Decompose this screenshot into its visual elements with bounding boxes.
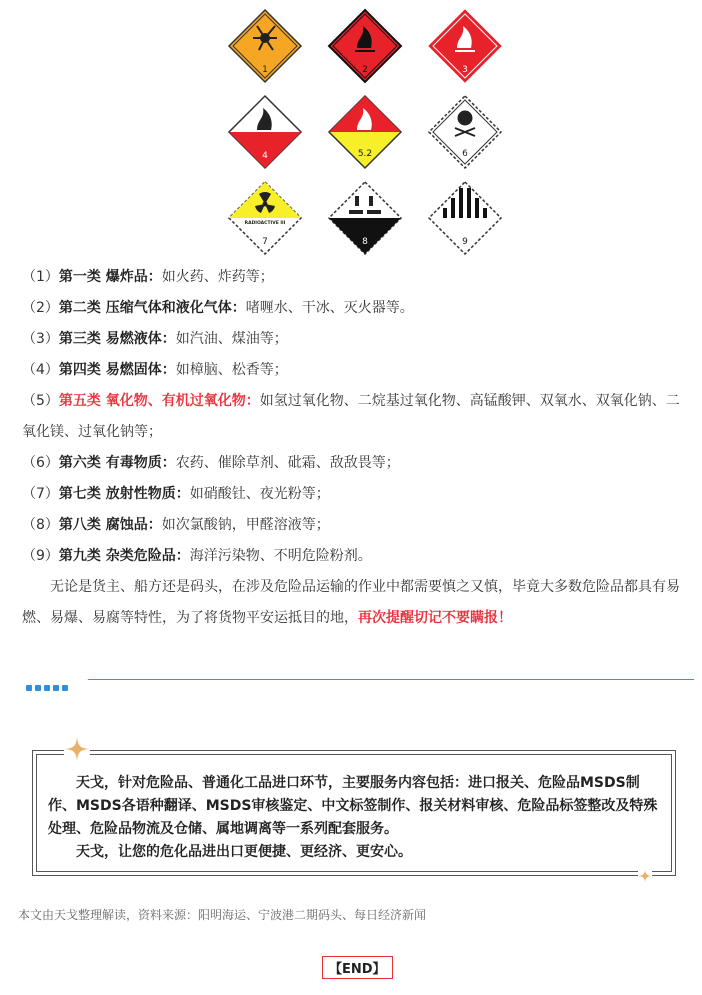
- list-item: （2）第二类 压缩气体和液化气体：啫喱水、干冰、灭火器等。: [22, 300, 414, 316]
- list-item: （9）第九类 杂类危险品：海洋污染物、不明危险粉剂。: [22, 548, 372, 564]
- svg-text:6: 6: [462, 149, 468, 159]
- section-divider: [26, 676, 694, 682]
- end-tag: 【END】: [322, 956, 393, 979]
- service-description: 天戈，针对危险品、普通化工品进口环节，主要服务内容包括：进口报关、危险品MSDS制作、MSDS各语种翻译、MSDS审核鉴定、中文标签制作、报关材料审核、危险品标签整改及特殊处理、危险品物流及仓储、属地调离等一系列配套服务。: [48, 775, 658, 837]
- svg-text:2: 2: [362, 65, 368, 75]
- list-item: （7）第七类 放射性物质：如硝酸钍、夜光粉等；: [22, 486, 330, 502]
- hazard-label-class-1: [227, 8, 303, 84]
- hazard-label-class-5-2: [327, 94, 403, 170]
- closing-paragraph: 无论是货主、船方还是码头，在涉及危险品运输的作业中都需要慎之又慎，毕竟大多数危险品都具有易燃、易爆、易腐等特性，为了将货物平安运抵目的地，再次提醒切记不要瞒报！: [22, 579, 680, 626]
- hazard-label-class-3: [427, 8, 503, 84]
- warning-highlight: 再次提醒切记不要瞒报！: [358, 610, 512, 626]
- list-item: （4）第四类 易燃固体：如樟脑、松香等；: [22, 362, 288, 378]
- hazard-label-class-8: [327, 180, 403, 256]
- hazard-label-class-7: [227, 180, 303, 256]
- list-item: （1）第一类 爆炸品：如火药、炸药等；: [22, 269, 274, 285]
- divider-line: [88, 679, 694, 680]
- svg-text:7: 7: [262, 237, 268, 247]
- svg-text:5.2: 5.2: [357, 149, 373, 159]
- hazard-label-class-9: [427, 180, 503, 256]
- svg-text:9: 9: [462, 237, 468, 247]
- hazard-class-list: [22, 262, 690, 634]
- hazard-label-class-2: [327, 8, 403, 84]
- hazard-label-class-6: [427, 94, 503, 170]
- sparkle-icon: [64, 736, 90, 762]
- svg-text:8: 8: [362, 237, 368, 247]
- list-item: （6）第六类 有毒物质：农药、催除草剂、砒霜、敌敌畏等；: [22, 455, 400, 471]
- sparkle-small-icon: [638, 869, 652, 883]
- hazard-labels-grid: [225, 6, 505, 258]
- list-item: （8）第八类 腐蚀品：如次氯酸钠，甲醛溶液等；: [22, 517, 330, 533]
- divider-dots: [26, 676, 71, 695]
- svg-text:3: 3: [462, 65, 468, 75]
- source-note: 本文由天戈整理解读，资料来源：阳明海运、宁波港二期码头、每日经济新闻: [18, 908, 427, 922]
- list-item: （3）第三类 易燃液体：如汽油、煤油等；: [22, 331, 288, 347]
- svg-text:4: 4: [262, 151, 268, 161]
- list-item: （5）第五类 氧化物、有机过氧化物：如氢过氧化物、二烷基过氧化物、高锰酸钾、双氧水、双氧化钠、二氧化镁、过氧化钠等；: [22, 393, 680, 440]
- svg-text:1: 1: [262, 65, 268, 75]
- hazard-label-class-4: [227, 94, 303, 170]
- service-info-box: [32, 750, 676, 876]
- service-slogan: 天戈，让您的危化品进出口更便捷、更经济、更安心。: [76, 844, 412, 860]
- svg-text:RADIOACTIVE III: RADIOACTIVE III: [244, 221, 286, 226]
